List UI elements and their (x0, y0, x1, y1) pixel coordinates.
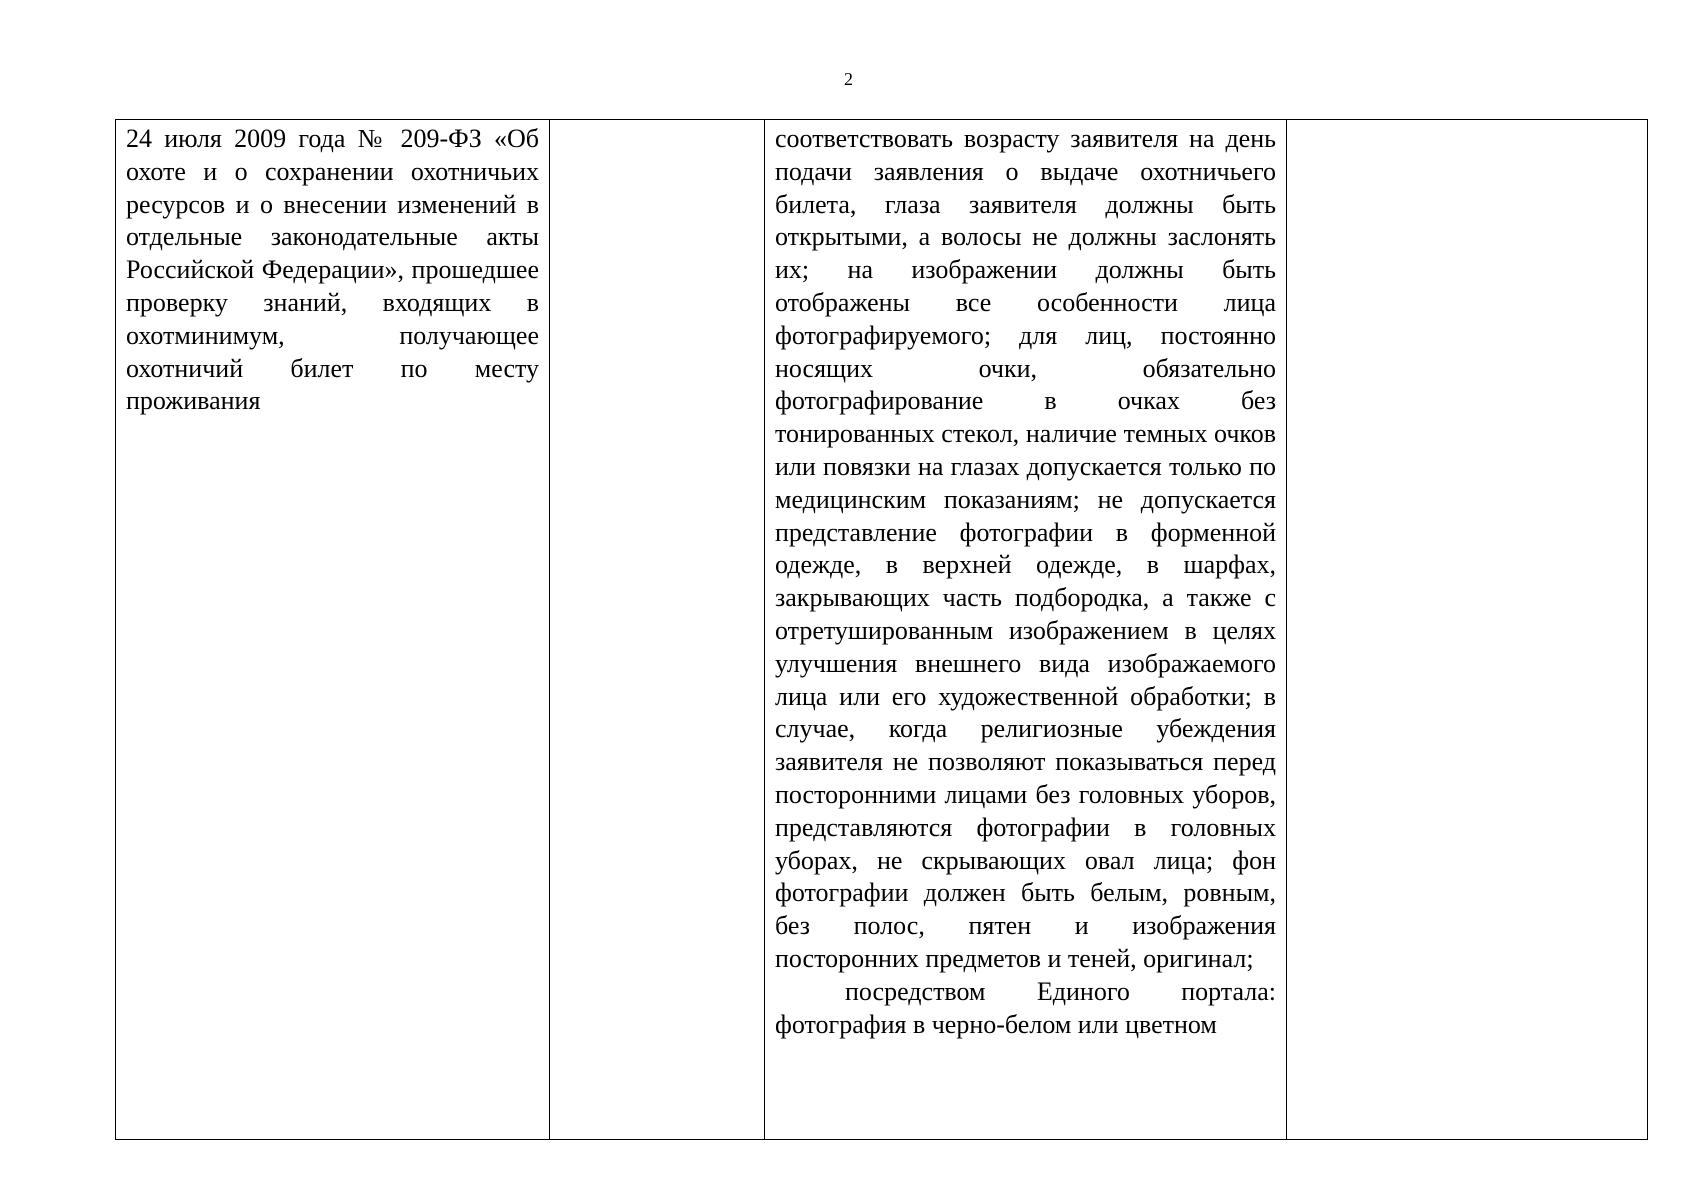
cell-text (126, 123, 539, 418)
cell-text (775, 123, 1276, 1041)
table-row (116, 120, 1648, 1140)
table-cell-empty (1287, 120, 1648, 1140)
document-table (115, 119, 1648, 1140)
portal-requirements-paragraph: посредством Единого портала: фотография в черно-белом или цветном (775, 976, 1276, 1039)
table-cell-requirements (765, 120, 1287, 1140)
applicant-description: 24 июля 2009 года № 209-ФЗ «Об охоте и о сохранении охотничьих ресурсов и о внесении изменений в отдельные законодательные акты Российской Федерации», прошедшее проверку знаний, входящих в охотминимум, получающее охотничий билет по месту проживания (126, 124, 539, 416)
table-cell-empty (550, 120, 765, 1140)
page-number: 2 (844, 69, 853, 89)
photo-requirements-paragraph: соответствовать возрасту заявителя на день подачи заявления о выдаче охотничьего билета, глаза заявителя должны быть открытыми, а волосы не должны заслонять их; на изображении должны быть отображены все особенности лица фотографируемого; для лиц, постоянно носящих очки, обязательно фотографирование в очках без тонированных стекол, наличие темных очков или повязки на глазах допускается только по медицинским показаниям; не допускается представление фотографии в форменной одежде, в верхней одежде, в шарфах, закрывающих часть подбородка, а также с отретушированным изображением в целях улучшения внешнего вида изображаемого лица или его художественной обработки; в случае, когда религиозные убеждения заявителя не позволяют показываться перед посторонними лицами без головных уборов, представляются фотографии в головных уборах, не скрывающих овал лица; фон фотографии должен быть белым, ровным, без полос, пятен и изображения посторонних предметов и теней, оригинал; (775, 124, 1276, 973)
table-cell-applicant (116, 120, 550, 1140)
